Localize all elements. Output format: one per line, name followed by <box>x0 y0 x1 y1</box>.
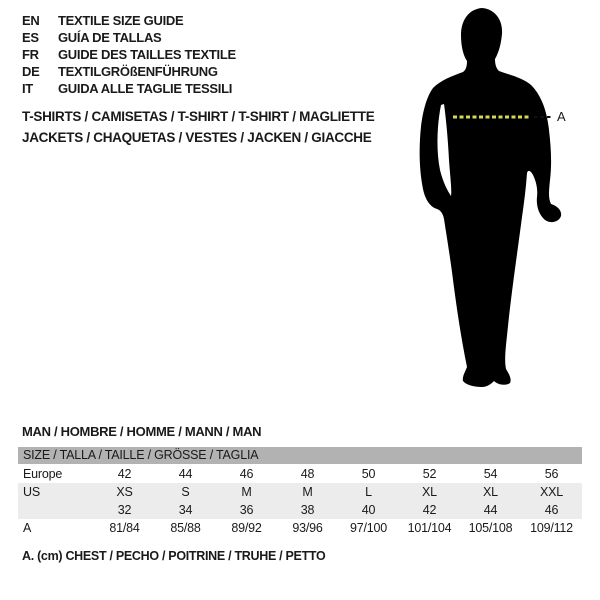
language-list <box>22 12 236 97</box>
table-cell: 85/88 <box>170 521 201 535</box>
table-cell: 44 <box>178 467 193 481</box>
table-cell: 34 <box>178 503 193 517</box>
row-label: US <box>23 485 40 499</box>
language-code: IT <box>22 81 33 96</box>
table-cell: 42 <box>422 503 437 517</box>
table-cell: 56 <box>544 467 559 481</box>
table-cell: 81/84 <box>109 521 140 535</box>
table-cell: M <box>302 485 313 499</box>
category-jackets: JACKETS / CHAQUETAS / VESTES / JACKEN / GIACCHE <box>22 130 372 145</box>
table-cell: XS <box>116 485 133 499</box>
product-categories <box>22 106 374 148</box>
row-label: A <box>23 521 32 535</box>
table-cell: 40 <box>361 503 376 517</box>
table-cell: 101/104 <box>407 521 452 535</box>
section-title-man: MAN / HOMBRE / HOMME / MANN / MAN <box>22 424 262 439</box>
table-cell: 93/96 <box>292 521 323 535</box>
language-title: GUÍA DE TALLAS <box>58 30 162 45</box>
language-code: ES <box>22 30 39 45</box>
table-cell: 38 <box>300 503 315 517</box>
table-cell: 36 <box>239 503 254 517</box>
language-title: GUIDE DES TAILLES TEXTILE <box>58 47 236 62</box>
language-row-fr <box>22 46 236 63</box>
man-silhouette-shape <box>420 8 562 387</box>
table-cell: 52 <box>422 467 437 481</box>
table-cell: 46 <box>544 503 559 517</box>
language-title: TEXTILGRÖßENFÜHRUNG <box>58 64 218 79</box>
table-row-us <box>18 483 582 501</box>
table-cell: 54 <box>483 467 498 481</box>
table-row-chest-a <box>18 519 582 537</box>
table-cell: 109/112 <box>530 521 573 535</box>
table-cell: L <box>365 485 372 499</box>
table-cell: M <box>241 485 252 499</box>
language-code: DE <box>22 64 40 79</box>
language-row-it <box>22 80 236 97</box>
row-label: Europe <box>23 467 63 481</box>
table-cell: XXL <box>539 485 564 499</box>
table-cell: 46 <box>239 467 254 481</box>
table-cell: 97/100 <box>349 521 388 535</box>
table-cell: XL <box>422 485 437 499</box>
language-code: EN <box>22 13 40 28</box>
size-table-header: SIZE / TALLA / TAILLE / GRÖSSE / TAGLIA <box>18 447 582 464</box>
measurement-footnote: A. (cm) CHEST / PECHO / POITRINE / TRUHE / PETTO <box>22 549 326 563</box>
table-cell: 105/108 <box>468 521 513 535</box>
row-label <box>18 501 94 519</box>
language-title: GUIDA ALLE TAGLIE TESSILI <box>58 81 233 96</box>
table-cell: S <box>181 485 190 499</box>
table-cell: 48 <box>300 467 315 481</box>
table-cell: 42 <box>117 467 132 481</box>
language-title: TEXTILE SIZE GUIDE <box>58 13 184 28</box>
language-row-de <box>22 63 236 80</box>
language-row-en <box>22 12 236 29</box>
language-row-es <box>22 29 236 46</box>
man-silhouette <box>400 0 600 400</box>
category-tshirts: T-SHIRTS / CAMISETAS / T-SHIRT / T-SHIRT / MAGLIETTE <box>22 109 375 124</box>
table-cell: 89/92 <box>231 521 262 535</box>
table-row-europe <box>18 465 582 483</box>
table-cell: 32 <box>117 503 132 517</box>
measurement-label-a: A <box>557 109 566 124</box>
size-table <box>18 447 582 537</box>
language-code: FR <box>22 47 39 62</box>
table-cell: 44 <box>483 503 498 517</box>
table-cell: XL <box>483 485 498 499</box>
table-cell: 50 <box>361 467 376 481</box>
table-row-unlabeled <box>18 501 582 519</box>
